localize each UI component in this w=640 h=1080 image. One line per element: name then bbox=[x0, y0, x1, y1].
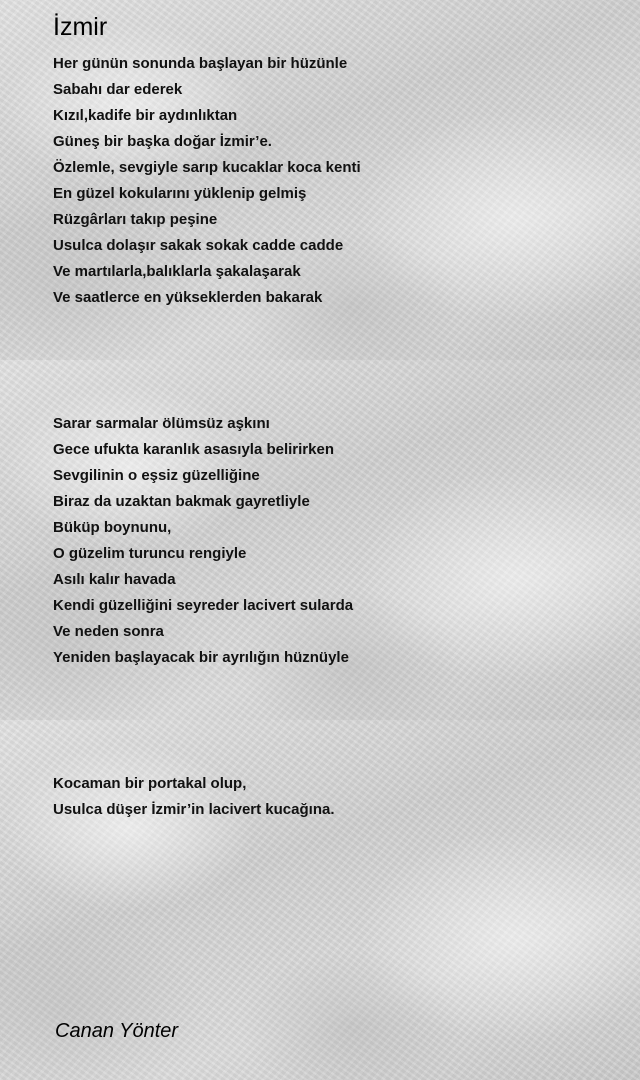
poem-line: Ve saatlerce en yükseklerden bakarak bbox=[53, 289, 323, 306]
poem-author: Canan Yönter bbox=[55, 1020, 179, 1042]
poem-line: En güzel kokularını yüklenip gelmiş bbox=[53, 185, 307, 202]
poem-line: Güneş bir başka doğar İzmir’e. bbox=[53, 133, 272, 150]
poem-line: Biraz da uzaktan bakmak gayretliyle bbox=[53, 493, 310, 510]
poem-line: Sabahı dar ederek bbox=[53, 81, 183, 98]
poem-line: Rüzgârları takıp peşine bbox=[53, 211, 218, 228]
stanza-3 bbox=[53, 771, 335, 823]
poem-panel-3 bbox=[0, 720, 640, 1080]
poem-line: Kocaman bir portakal olup, bbox=[53, 775, 247, 792]
poem-line: Usulca dolaşır sakak sokak cadde cadde bbox=[53, 237, 344, 254]
poem-line: Asılı kalır havada bbox=[53, 571, 176, 588]
poem-line: Ve martılarla,balıklarla şakalaşarak bbox=[53, 263, 301, 280]
poem-line: Büküp boynunu, bbox=[53, 519, 172, 536]
poem-title: İzmir bbox=[53, 13, 108, 41]
poem-line: Özlemle, sevgiyle sarıp kucaklar koca kenti bbox=[53, 159, 361, 176]
poem-line: Ve neden sonra bbox=[53, 623, 164, 640]
poem-line: Sevgilinin o eşsiz güzelliğine bbox=[53, 467, 260, 484]
poem-panel-2 bbox=[0, 360, 640, 720]
poem-panel-1 bbox=[0, 0, 640, 360]
poem-line: Sarar sarmalar ölümsüz aşkını bbox=[53, 415, 270, 432]
poem-line: Kızıl,kadife bir aydınlıktan bbox=[53, 107, 238, 124]
poem-line: Kendi güzelliğini seyreder lacivert sularda bbox=[53, 597, 354, 614]
poem-line: Usulca düşer İzmir’in lacivert kucağına. bbox=[53, 801, 335, 818]
poem-line: Gece ufukta karanlık asasıyla belirirken bbox=[53, 441, 334, 458]
stanza-2 bbox=[53, 411, 353, 671]
poem-line: Yeniden başlayacak bir ayrılığın hüznüyle bbox=[53, 649, 349, 666]
poem-line: O güzelim turuncu rengiyle bbox=[53, 545, 247, 562]
poem-line: Her günün sonunda başlayan bir hüzünle bbox=[53, 55, 348, 72]
stanza-1 bbox=[53, 51, 361, 311]
